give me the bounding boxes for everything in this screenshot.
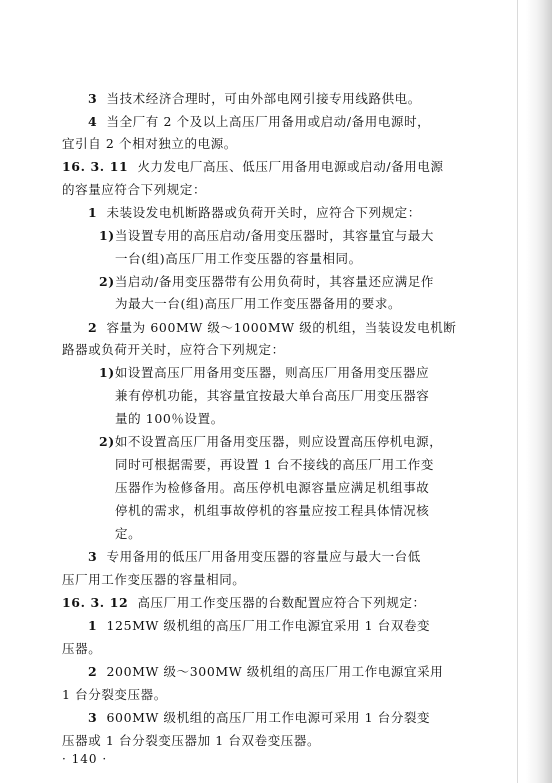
sub-item-2-1-line-3: 量的 100％设置。 — [115, 411, 224, 426]
sub-item-2-line-1: 2)当启动/备用变压器带有公用负荷时，其容量还应满足作 — [99, 274, 435, 289]
section-16-3-11-heading-cont: 的容量应符合下列规定： — [62, 182, 207, 197]
item-12-1-line-1: 1 125MW 级机组的高压厂用工作电源宜采用 1 台双卷变 — [88, 618, 431, 633]
sub-item-2-1-line-1: 1)如设置高压厂用备用变压器，则高压厂用备用变压器应 — [99, 365, 430, 380]
page-edge-shadow — [526, 0, 552, 783]
item-2-line-2: 路器或负荷开关时，应符合下列规定： — [62, 342, 285, 357]
item-12-1-line-2: 压器。 — [62, 641, 102, 656]
clause-3-line-1: 3 当技术经济合理时，可由外部电网引接专用线路供电。 — [88, 91, 421, 106]
item-12-3-line-2: 压器或 1 台分裂变压器加 1 台双卷变压器。 — [62, 733, 321, 748]
item-3-line-1: 3 专用备用的低压厂用备用变压器的容量应与最大一台低 — [88, 549, 421, 564]
item-1-line-1: 1 未装设发电机断路器或负荷开关时，应符合下列规定： — [88, 205, 421, 220]
item-12-2-line-1: 2 200MW 级～300MW 级机组的高压厂用工作电源宜采用 — [88, 664, 444, 679]
sub-item-2-2-line-2: 同时可根据需要，再设置 1 台不接线的高压厂用工作变 — [115, 457, 435, 472]
sub-item-1-line-2: 一台(组)高压厂用工作变压器的容量相同。 — [115, 251, 362, 266]
sub-item-2-2-line-4: 停机的需求，机组事故停机的容量应按工程具体情况核 — [115, 503, 430, 518]
sub-item-2-2-line-3: 压器作为检修备用。高压停机电源容量应满足机组事故 — [115, 480, 430, 495]
clause-4-line-2: 宜引自 2 个相对独立的电源。 — [62, 136, 237, 151]
section-16-3-12-heading: 16. 3. 12 高压厂用工作变压器的台数配置应符合下列规定： — [62, 595, 426, 610]
page-edge-line — [517, 0, 518, 783]
sub-item-2-2-line-1: 2)如不设置高压厂用备用变压器，则应设置高压停机电源， — [99, 434, 443, 449]
page-number: · 140 · — [62, 752, 108, 766]
sub-item-2-line-2: 为最大一台(组)高压厂用工作变压器备用的要求。 — [115, 296, 402, 311]
item-12-2-line-2: 1 台分裂变压器。 — [62, 687, 167, 702]
sub-item-2-1-line-2: 兼有停机功能，其容量宜按最大单台高压厂用变压器容 — [115, 388, 430, 403]
section-16-3-11-heading: 16. 3. 11 火力发电厂高压、低压厂用备用电源或启动/备用电源 — [62, 159, 444, 174]
sub-item-1-line-1: 1)当设置专用的高压启动/备用变压器时，其容量宜与最大 — [99, 228, 435, 243]
sub-item-2-2-line-5: 定。 — [115, 526, 142, 541]
item-3-line-2: 压厂用工作变压器的容量相同。 — [62, 572, 246, 587]
item-12-3-line-1: 3 600MW 级机组的高压厂用工作电源可采用 1 台分裂变 — [88, 710, 431, 725]
item-2-line-1: 2 容量为 600MW 级～1000MW 级的机组，当装设发电机断 — [88, 320, 457, 335]
clause-4-line-1: 4 当全厂有 2 个及以上高压厂用备用或启动/备用电源时， — [88, 114, 431, 129]
